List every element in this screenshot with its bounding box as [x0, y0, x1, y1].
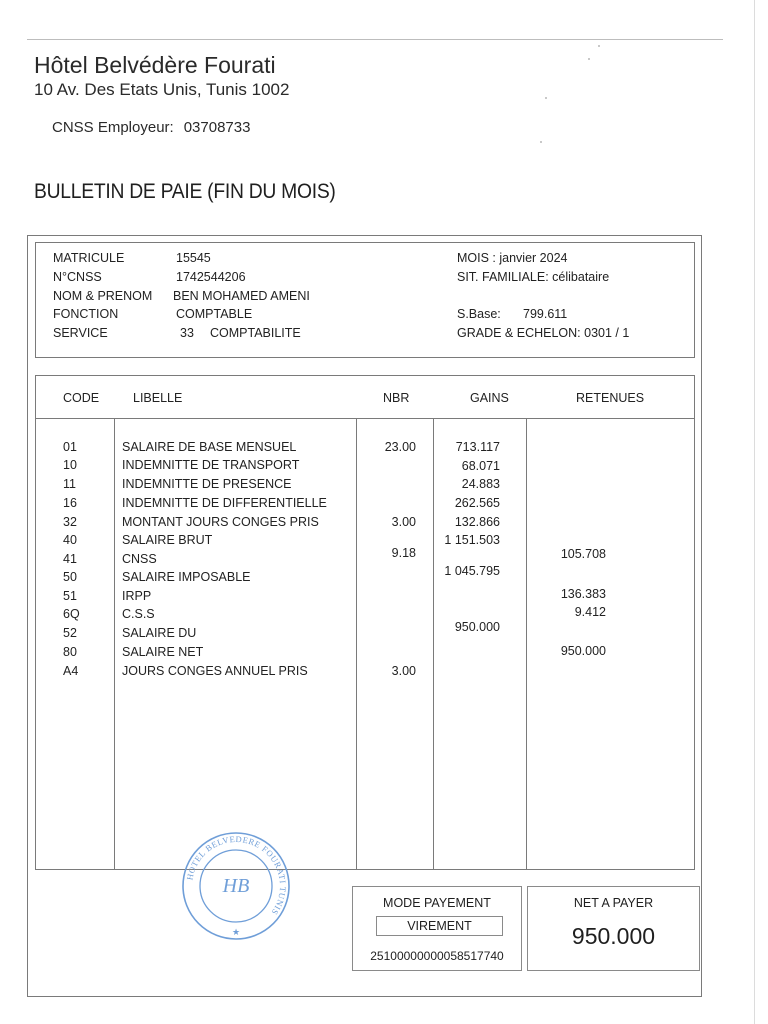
row-libelle: SALAIRE IMPOSABLE	[122, 570, 251, 584]
base-salary-value: 799.611	[523, 307, 568, 321]
fonction-value: COMPTABLE	[176, 307, 253, 321]
top-rule	[27, 39, 723, 40]
cnss-label: N°CNSS	[53, 270, 102, 284]
row-libelle: SALAIRE DE BASE MENSUEL	[122, 440, 297, 454]
payment-mode-box	[352, 886, 522, 971]
row-gains: 68.071	[461, 459, 500, 473]
payment-mode-value: VIREMENT	[376, 916, 503, 936]
row-nbr: 3.00	[391, 515, 416, 529]
base-salary-label: S.Base:	[457, 307, 501, 321]
row-code: 80	[63, 645, 77, 659]
row-gains: 1 151.503	[444, 533, 500, 547]
company-name: Hôtel Belvédère Fourati	[34, 52, 276, 78]
row-nbr: 23.00	[384, 440, 416, 454]
grade-echelon: GRADE & ECHELON: 0301 / 1	[457, 326, 630, 340]
scan-speck	[540, 141, 542, 143]
row-code: 50	[63, 570, 77, 584]
company-address: 10 Av. Des Etats Unis, Tunis 1002	[34, 80, 290, 99]
service-label: SERVICE	[53, 326, 108, 340]
row-libelle: INDEMNITTE DE DIFFERENTIELLE	[122, 496, 327, 510]
table-header-rule	[35, 418, 695, 419]
payment-mode-title: MODE PAYEMENT	[383, 896, 491, 910]
bank-account-number: 25100000000058517740	[370, 949, 504, 963]
service-value: COMPTABILITE	[210, 326, 301, 340]
row-libelle: CNSS	[122, 552, 157, 566]
row-libelle: IRPP	[122, 589, 152, 603]
row-code: 51	[63, 589, 77, 603]
row-code: 40	[63, 533, 77, 547]
row-code: 6Q	[63, 607, 80, 621]
row-libelle: MONTANT JOURS CONGES PRIS	[122, 515, 319, 529]
matricule-label: MATRICULE	[53, 251, 125, 265]
column-header-retenues: RETENUES	[576, 391, 645, 405]
stamp-outer-text: HOTEL BELVEDERE FOURATI TUNIS	[184, 833, 289, 918]
column-header-gains: GAINS	[470, 391, 509, 405]
column-divider	[356, 418, 357, 869]
stamp-monogram: HB	[222, 875, 250, 897]
scan-speck	[588, 58, 590, 60]
net-pay-value: 950.000	[571, 923, 656, 949]
row-code: 16	[63, 496, 77, 510]
scan-edge	[754, 0, 755, 1024]
row-libelle: INDEMNITTE DE TRANSPORT	[122, 458, 300, 472]
row-code: A4	[63, 664, 79, 678]
row-libelle: JOURS CONGES ANNUEL PRIS	[122, 664, 308, 678]
row-nbr: 3.00	[391, 664, 416, 678]
column-header-nbr: NBR	[383, 391, 410, 405]
cnss-employer	[52, 119, 250, 136]
row-libelle: C.S.S	[122, 607, 155, 621]
row-gains: 24.883	[461, 477, 500, 491]
cnss-value: 1742544206	[176, 270, 246, 284]
row-gains: 950.000	[454, 620, 500, 634]
row-retenues: 950.000	[560, 644, 606, 658]
service-code: 33	[180, 326, 194, 340]
row-gains: 713.117	[455, 440, 500, 454]
row-code: 11	[63, 477, 76, 491]
cnss-employer-number: 03708733	[183, 119, 251, 136]
name-value: BEN MOHAMED AMENI	[173, 289, 310, 303]
name-label: NOM & PRENOM	[53, 289, 153, 303]
row-code: 10	[63, 458, 77, 472]
row-code: 01	[63, 440, 77, 454]
month: MOIS : janvier 2024	[457, 251, 568, 265]
row-retenues: 136.383	[560, 587, 606, 601]
row-nbr: 9.18	[391, 546, 416, 560]
row-code: 32	[63, 515, 77, 529]
row-libelle: SALAIRE NET	[122, 645, 204, 659]
row-libelle: INDEMNITTE DE PRESENCE	[122, 477, 292, 491]
scan-speck	[545, 97, 547, 99]
row-code: 52	[63, 626, 77, 640]
row-code: 41	[63, 552, 77, 566]
column-divider	[526, 418, 527, 869]
net-pay-title: NET A PAYER	[573, 896, 654, 910]
row-gains: 132.866	[454, 515, 500, 529]
company-stamp	[179, 832, 293, 940]
row-libelle: SALAIRE DU	[122, 626, 197, 640]
row-gains: 1 045.795	[444, 564, 500, 578]
column-header-libelle: LIBELLE	[133, 391, 183, 405]
cnss-employer-label: CNSS Employeur:	[52, 119, 174, 136]
column-divider	[114, 418, 115, 869]
row-retenues: 9.412	[574, 605, 606, 619]
scan-speck	[598, 45, 600, 47]
row-retenues: 105.708	[560, 547, 606, 561]
document-title: BULLETIN DE PAIE (FIN DU MOIS)	[34, 180, 336, 203]
net-pay-box	[527, 886, 700, 971]
row-gains: 262.565	[454, 496, 500, 510]
family-status: SIT. FAMILIALE: célibataire	[457, 270, 610, 284]
row-libelle: SALAIRE BRUT	[122, 533, 213, 547]
matricule-value: 15545	[176, 251, 211, 265]
stamp-star-icon: ★	[231, 927, 241, 937]
column-header-code: CODE	[63, 391, 100, 405]
fonction-label: FONCTION	[53, 307, 119, 321]
